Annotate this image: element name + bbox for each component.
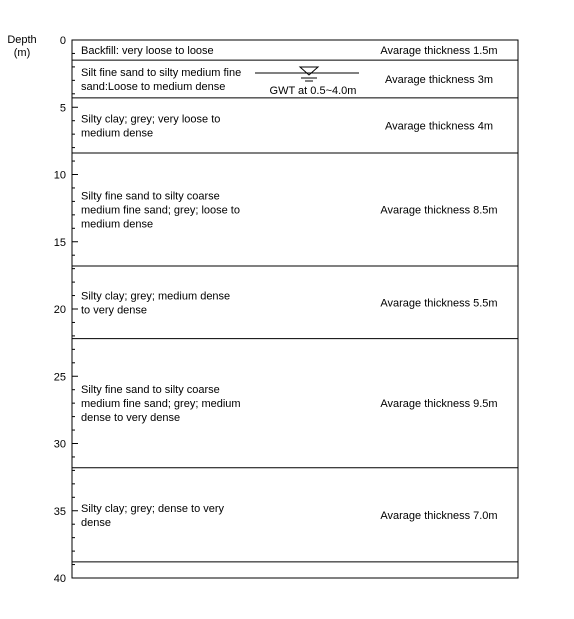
soil-layer (72, 113, 518, 153)
soil-layer (72, 290, 518, 338)
layer-description: to very dense (81, 304, 148, 317)
tick-label: 5 (59, 102, 66, 115)
layer-description: Silty fine sand to silty coarse (81, 384, 220, 397)
layer-description: Silty clay; grey; medium dense (81, 290, 231, 303)
layer-description: Silty clay; grey; very loose to (81, 113, 221, 126)
layer-thickness-label: Avarage thickness 3m (384, 74, 494, 87)
layer-description: sand:Loose to medium dense (81, 81, 226, 94)
layer-description: dense to very dense (81, 412, 181, 425)
depth-axis-title-line1: Depth (7, 34, 37, 46)
tick-label: 0 (59, 35, 66, 47)
layer-thickness-label: Avarage thickness 5.5m (380, 297, 498, 310)
layer-thickness-label: Avarage thickness 8.5m (380, 204, 498, 217)
tick-label: 35 (53, 505, 66, 518)
soil-layer (72, 190, 518, 265)
layer-description: dense (81, 516, 111, 529)
layer-description: Silt fine sand to silty medium fine (81, 67, 242, 80)
depth-axis-title (7, 34, 36, 59)
tick-label: 30 (53, 438, 66, 451)
water-table-icon (300, 67, 318, 75)
tick-label: 20 (53, 304, 66, 316)
soil-layer (72, 384, 518, 468)
tick-label: 10 (53, 169, 66, 182)
depth-axis-title-line2: (m) (13, 47, 31, 59)
soil-layer (72, 45, 518, 60)
gwt-label: GWT at 0.5~4.0m (269, 85, 357, 97)
layer-description: medium fine sand; grey; loose to (81, 204, 240, 217)
tick-label: 15 (53, 236, 66, 249)
layer-thickness-label: Avarage thickness 7.0m (380, 509, 498, 522)
soil-layer (72, 503, 518, 562)
layer-description: medium dense (81, 127, 154, 140)
gwt-marker (255, 67, 359, 97)
layer-description: Backfill: very loose to loose (81, 45, 214, 58)
soil-layers (72, 45, 518, 562)
layer-description: medium fine sand; grey; medium (81, 398, 241, 411)
layer-thickness-label: Avarage thickness 4m (384, 120, 494, 133)
tick-label: 40 (53, 573, 66, 585)
layer-description: Silty fine sand to silty coarse (81, 190, 220, 203)
layer-description: medium dense (81, 218, 154, 231)
layer-thickness-label: Avarage thickness 9.5m (380, 398, 498, 411)
layer-thickness-label: Avarage thickness 1.5m (380, 45, 498, 58)
depth-axis (54, 35, 78, 585)
layer-description: Silty clay; grey; dense to very (81, 502, 225, 515)
tick-label: 25 (53, 371, 66, 384)
